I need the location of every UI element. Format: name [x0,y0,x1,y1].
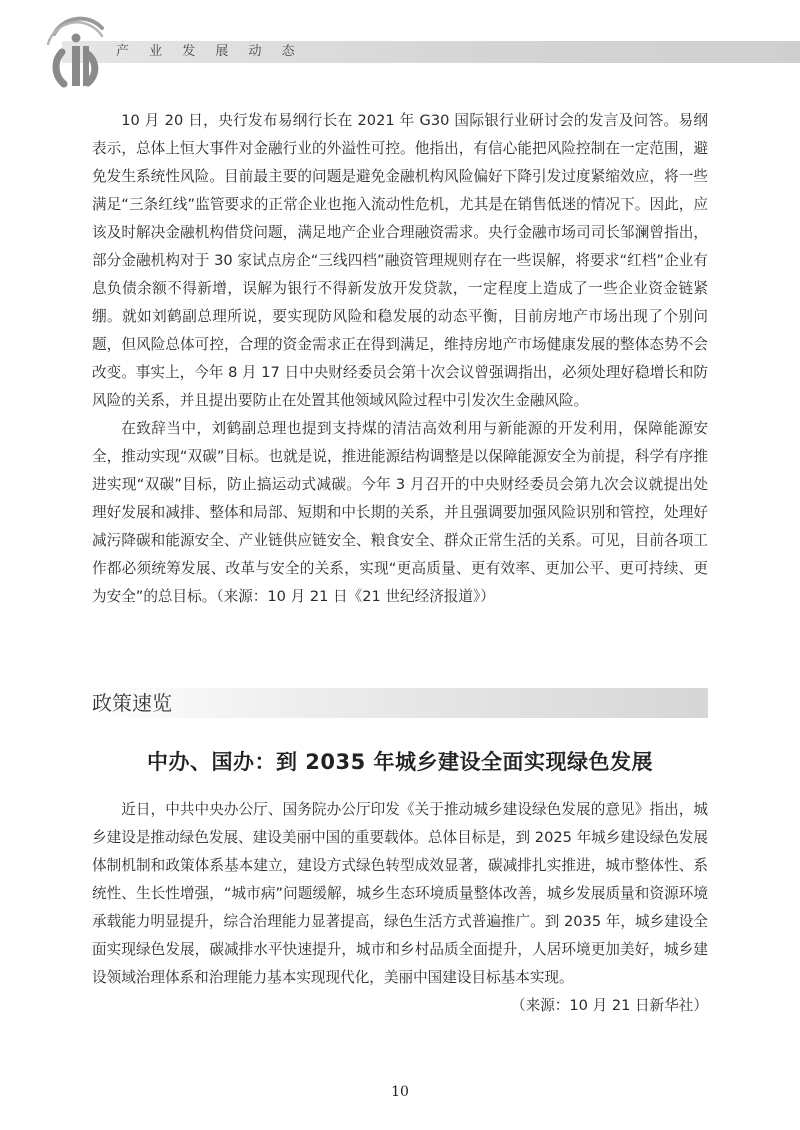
news-headline: 中办、国办：到 2035 年城乡建设全面实现绿色发展 [146,750,654,774]
news-source: （来源：10 月 21 日新华社） [511,997,708,1014]
publication-logo-icon [40,12,110,90]
news-paragraph: 近日，中共中央办公厅、国务院办公厅印发《关于推动城乡建设绿色发展的意见》指出，城乡建设是推动绿色发展、建设美丽中国的重要载体。总体目标是，到 2025 年城乡建设绿色发展体制机制和政策体系基本建立，建设方式绿色转型成效显著，碳减排扎实推进，城市整体性、系统性、生长性增强，“城市病”问题缓解，城乡生态环境质量整体改善，城乡发展质量和资源环境承载能力明显提升，综合治理能力显著提高，绿色生活方式普遍推广。到 2035 年，城乡建设全面实现绿色发展，碳减排水平快速提升，城市和乡村品质全面提升，人居环境更加美好，城乡建设领域治理体系和治理能力基本实现现代化，美丽中国建设目标基本实现。 [92,801,708,986]
article-paragraph: 10 月 20 日，央行发布易纲行长在 2021 年 G30 国际银行业研讨会的发言及问答。易纲表示，总体上恒大事件对金融行业的外溢性可控。他指出，有信心能把风险控制在一定范围，避免发生系统性风险。目前最主要的问题是避免金融机构风险偏好下降引发过度紧缩效应，将一些满足“三条红线”监管要求的正常企业也拖入流动性危机，尤其是在销售低迷的情况下。因此，应该及时解决金融机构借贷问题，满足地产企业合理融资需求。央行金融市场司司长邹澜曾指出，部分金融机构对于 30 家试点房企“三线四档”融资管理规则存在一些误解，将要求“红档”企业有息负债余额不得新增，误解为银行不得新发放开发贷款，一定程度上造成了一些企业资金链紧绷。就如刘鹤副总理所说，要实现防风险和稳发展的动态平衡，目前房地产市场出现了个别问题，但风险总体可控，合理的资金需求正在得到满足，维持房地产市场健康发展的整体态势不会改变。事实上，今年 8 月 17 日中央财经委员会第十次会议曾强调指出，必须处理好稳增长和防风险的关系，并且提出要防止在处置其他领域风险过程中引发次生金融风险。 [92,112,708,409]
section-band [88,688,708,718]
article-body [92,107,708,611]
news-body [92,796,708,1020]
page-number: 10 [391,1084,409,1100]
section-label: 产 业 发 展 动 态 [116,44,303,59]
section-title: 政策速览 [92,691,172,715]
article-paragraph: 在致辞当中，刘鹤副总理也提到支持煤的清洁高效利用与新能源的开发利用，保障能源安全，推动实现“双碳”目标。也就是说，推进能源结构调整是以保障能源安全为前提，科学有序推进实现“双碳”目标，防止搞运动式减碳。今年 3 月召开的中央财经委员会第九次会议就提出处理好发展和减排、整体和局部、短期和中长期的关系，并且强调要加强风险识别和管控，处理好减污降碳和能源安全、产业链供应链安全、粮食安全、群众正常生活的关系。可见，目前各项工作都必须统筹发展、改革与安全的关系，实现“更高质量、更有效率、更加公平、更可持续、更为安全”的总目标。（来源：10 月 21 日《21 世纪经济报道》） [92,420,708,605]
